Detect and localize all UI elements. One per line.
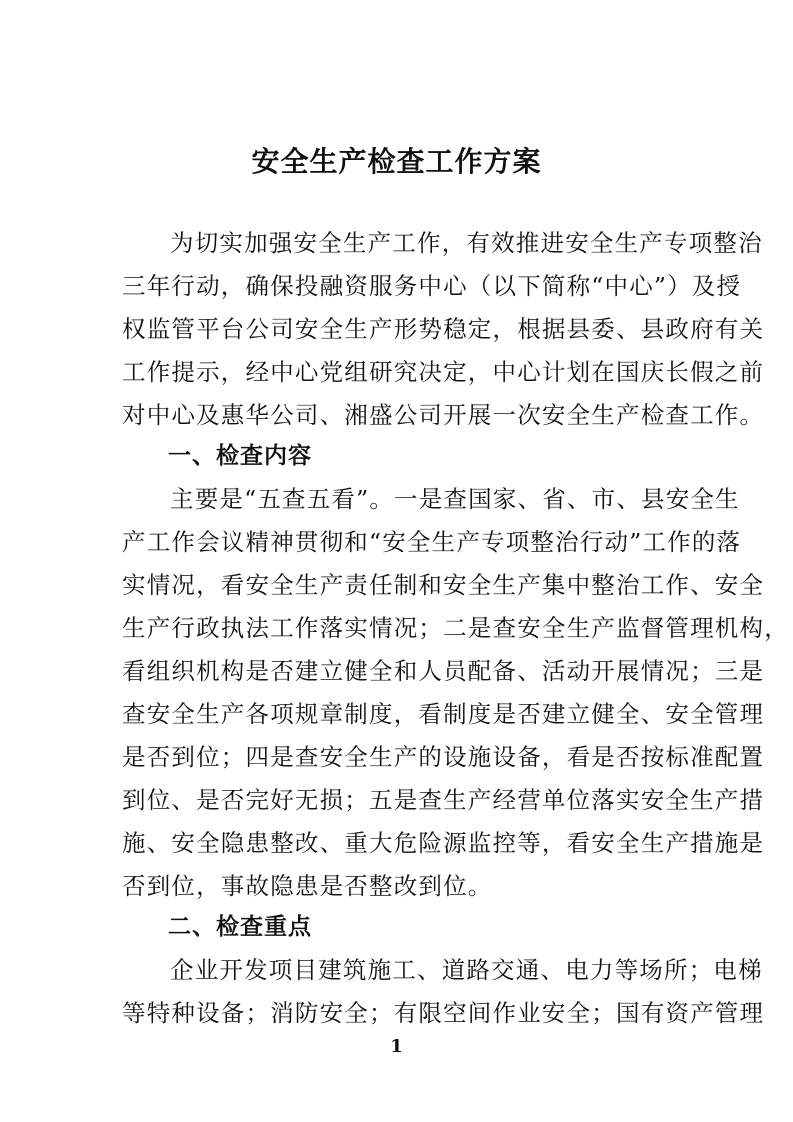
intro-line: 为切实加强安全生产工作，有效推进安全生产专项整治 — [170, 229, 763, 257]
section1-line: 主要是“五查五看”。一是查国家、省、市、县安全生 — [170, 485, 740, 513]
section1-line: 实情况，看安全生产责任制和安全生产集中整治工作、安全 — [122, 571, 765, 599]
section1-line: 看组织机构是否建立健全和人员配备、活动开展情况；三是 — [122, 657, 765, 685]
intro-line: 权监管平台公司安全生产形势稳定，根据县委、县政府有关 — [122, 315, 765, 343]
section2-line: 等特种设备；消防安全；有限空间作业安全；国有资产管理 — [122, 999, 765, 1027]
section1-line: 否到位，事故隐患是否整改到位。 — [122, 872, 493, 900]
intro-line: 工作提示，经中心党组研究决定，中心计划在国庆长假之前 — [122, 358, 765, 386]
document-title: 安全生产检查工作方案 — [251, 145, 542, 178]
section-heading-content: 一、检查内容 — [168, 442, 312, 469]
section1-line: 到位、是否完好无损；五是查生产经营单位落实安全生产措 — [122, 786, 765, 814]
section-heading-focus: 二、检查重点 — [168, 913, 312, 940]
section1-line: 生产行政执法工作落实情况；二是查安全生产监督管理机构， — [122, 614, 789, 642]
section1-line: 是否到位；四是查安全生产的设施设备，看是否按标准配置 — [122, 743, 765, 771]
section2-line: 企业开发项目建筑施工、道路交通、电力等场所；电梯 — [170, 956, 763, 984]
page-number: 1 — [390, 1036, 403, 1057]
section1-line: 查安全生产各项规章制度，看制度是否建立健全、安全管理 — [122, 700, 765, 728]
section1-line: 施、安全隐患整改、重大危险源监控等，看安全生产措施是 — [122, 829, 765, 857]
section1-line: 产工作会议精神贯彻和“安全生产专项整治行动”工作的落 — [122, 528, 742, 556]
intro-line: 三年行动，确保投融资服务中心（以下简称“中心”）及授 — [122, 272, 742, 300]
intro-line: 对中心及惠华公司、湘盛公司开展一次安全生产检查工作。 — [122, 401, 765, 429]
